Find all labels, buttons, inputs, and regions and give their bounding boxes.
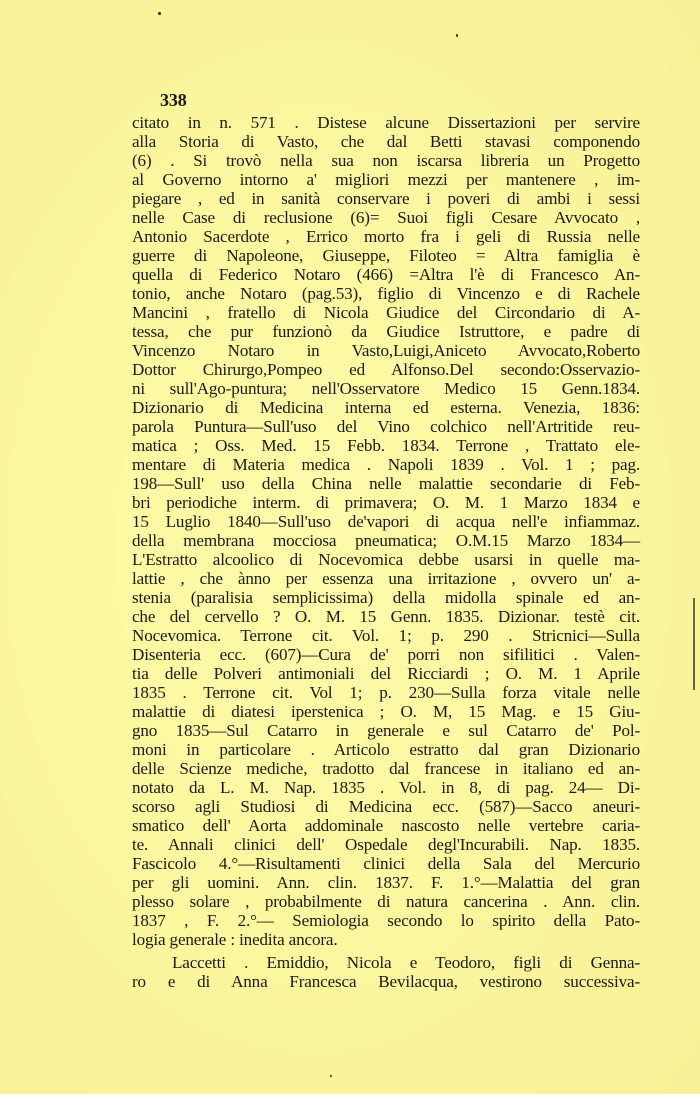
- text-line: te. Annali clinici dell' Ospedale degl'Incurabili. Nap. 1835.: [132, 835, 640, 854]
- text-line: al Governo intorno a' migliori mezzi per mantenere , im-: [132, 170, 640, 189]
- text-line: smatico dell' Aorta addominale nascosto nelle vertebre caria-: [132, 816, 640, 835]
- text-line: Dottor Chirurgo,Pompeo ed Alfonso.Del secondo:Osservazio-: [132, 360, 640, 379]
- text-line: Antonio Sacerdote , Errico morto fra i geli di Russia nelle: [132, 227, 640, 246]
- page-text: [132, 88, 640, 991]
- text-line: che del cervello ? O. M. 15 Genn. 1835. Dizionar. testè cit.: [132, 607, 640, 626]
- text-line: moni in particolare . Articolo estratto dal gran Dizionario: [132, 740, 640, 759]
- text-line: per gli uomini. Ann. clin. 1837. F. 1.°—Malattia del gran: [132, 873, 640, 892]
- text-line: logia generale : inedita ancora.: [132, 930, 338, 949]
- text-line: (6) . Si trovò nella sua non iscarsa libreria un Progetto: [132, 151, 640, 170]
- text-line: 198—Sull' uso della China nelle malattie secondarie di Feb-: [132, 474, 640, 493]
- text-line: scorso agli Studiosi di Medicina ecc. (587)—Sacco aneuri-: [132, 797, 640, 816]
- text-line: ni sull'Ago-puntura; nell'Osservatore Medico 15 Genn.1834.: [132, 379, 640, 398]
- text-line: Disenteria ecc. (607)—Cura de' porri non sifilitici . Valen-: [132, 645, 640, 664]
- text-line: 1837 , F. 2.°— Semiologia secondo lo spirito della Pato-: [132, 911, 640, 930]
- text-line: 1835 . Terrone cit. Vol 1; p. 230—Sulla forza vitale nelle: [132, 683, 640, 702]
- text-line: nelle Case di reclusione (6)= Suoi figli Cesare Avvocato ,: [132, 208, 640, 227]
- text-line: delle Scienze mediche, tradotto dal francese in italiano ed an-: [132, 759, 640, 778]
- text-line: Nocevomica. Terrone cit. Vol. 1; p. 290 . Stricnici—Sulla: [132, 626, 640, 645]
- text-line: tonio, anche Notaro (pag.53), figlio di Vincenzo e di Rachele: [132, 284, 640, 303]
- text-line: Vincenzo Notaro in Vasto,Luigi,Aniceto Avvocato,Roberto: [132, 341, 640, 360]
- text-line: alla Storia di Vasto, che dal Betti stavasi componendo: [132, 132, 640, 151]
- text-line: quella di Federico Notaro (466) =Altra l'è di Francesco An-: [132, 265, 640, 284]
- text-line: tia delle Polveri antimoniali del Ricciardi ; O. M. 1 Aprile: [132, 664, 640, 683]
- ink-speck: [330, 1075, 332, 1077]
- text-line: malattie di diatesi iperstenica ; O. M, 15 Mag. e 15 Giu-: [132, 702, 640, 721]
- text-line: ro e di Anna Francesca Bevilacqua, vestirono successiva-: [132, 972, 640, 991]
- text-line: Dizionario di Medicina interna ed esterna. Venezia, 1836:: [132, 398, 640, 417]
- text-line: matica ; Oss. Med. 15 Febb. 1834. Terrone , Trattato ele-: [132, 436, 640, 455]
- text-line: gno 1835—Sul Catarro in generale e sul Catarro de' Pol-: [132, 721, 640, 740]
- text-line: guerre di Napoleone, Giuseppe, Filoteo = Altra famiglia è: [132, 246, 640, 265]
- text-line: stenia (paralisia semplicissima) della midolla spinale ed an-: [132, 588, 640, 607]
- text-line: parola Puntura—Sull'uso del Vino colchico nell'Artritide reu-: [132, 417, 640, 436]
- text-line: della membrana mocciosa pneumatica; O.M.15 Marzo 1834—: [132, 531, 640, 550]
- text-line: lattie , che ànno per essenza una irritazione , ovvero un' a-: [132, 569, 640, 588]
- text-line: L'Estratto alcoolico di Nocevomica debbe usarsi in quelle ma-: [132, 550, 640, 569]
- text-line: tessa, che pur funzionò da Giudice Istruttore, e padre di: [132, 322, 640, 341]
- text-line: notato da L. M. Nap. 1835 . Vol. in 8, di pag. 24— Di-: [132, 778, 640, 797]
- text-line: 15 Luglio 1840—Sull'uso de'vapori di acqua nell'e infiammaz.: [132, 512, 640, 531]
- paragraph: [132, 953, 640, 991]
- ink-speck: [158, 12, 161, 15]
- text-line: Mancini , fratello di Nicola Giudice del Circondario di A-: [132, 303, 640, 322]
- ink-speck: [456, 34, 458, 37]
- text-line: Fascicolo 4.°—Risultamenti clinici della Sala del Mercurio: [132, 854, 640, 873]
- text-line: plesso solare , probabilmente di natura cancerina . Ann. clin.: [132, 892, 640, 911]
- paragraph: [132, 113, 640, 949]
- text-line: bri periodiche interm. di primavera; O. M. 1 Marzo 1834 e: [132, 493, 640, 512]
- text-line: mentare di Materia medica . Napoli 1839 . Vol. 1 ; pag.: [132, 455, 640, 474]
- page-number: 338: [160, 90, 187, 110]
- text-line: piegare , ed in sanità conservare i poveri di ambi i sessi: [132, 189, 640, 208]
- page-edge-mark: [693, 598, 695, 690]
- text-line: citato in n. 571 . Distese alcune Dissertazioni per servire: [132, 113, 640, 132]
- text-line: Laccetti . Emiddio, Nicola e Teodoro, figli di Genna-: [172, 953, 640, 972]
